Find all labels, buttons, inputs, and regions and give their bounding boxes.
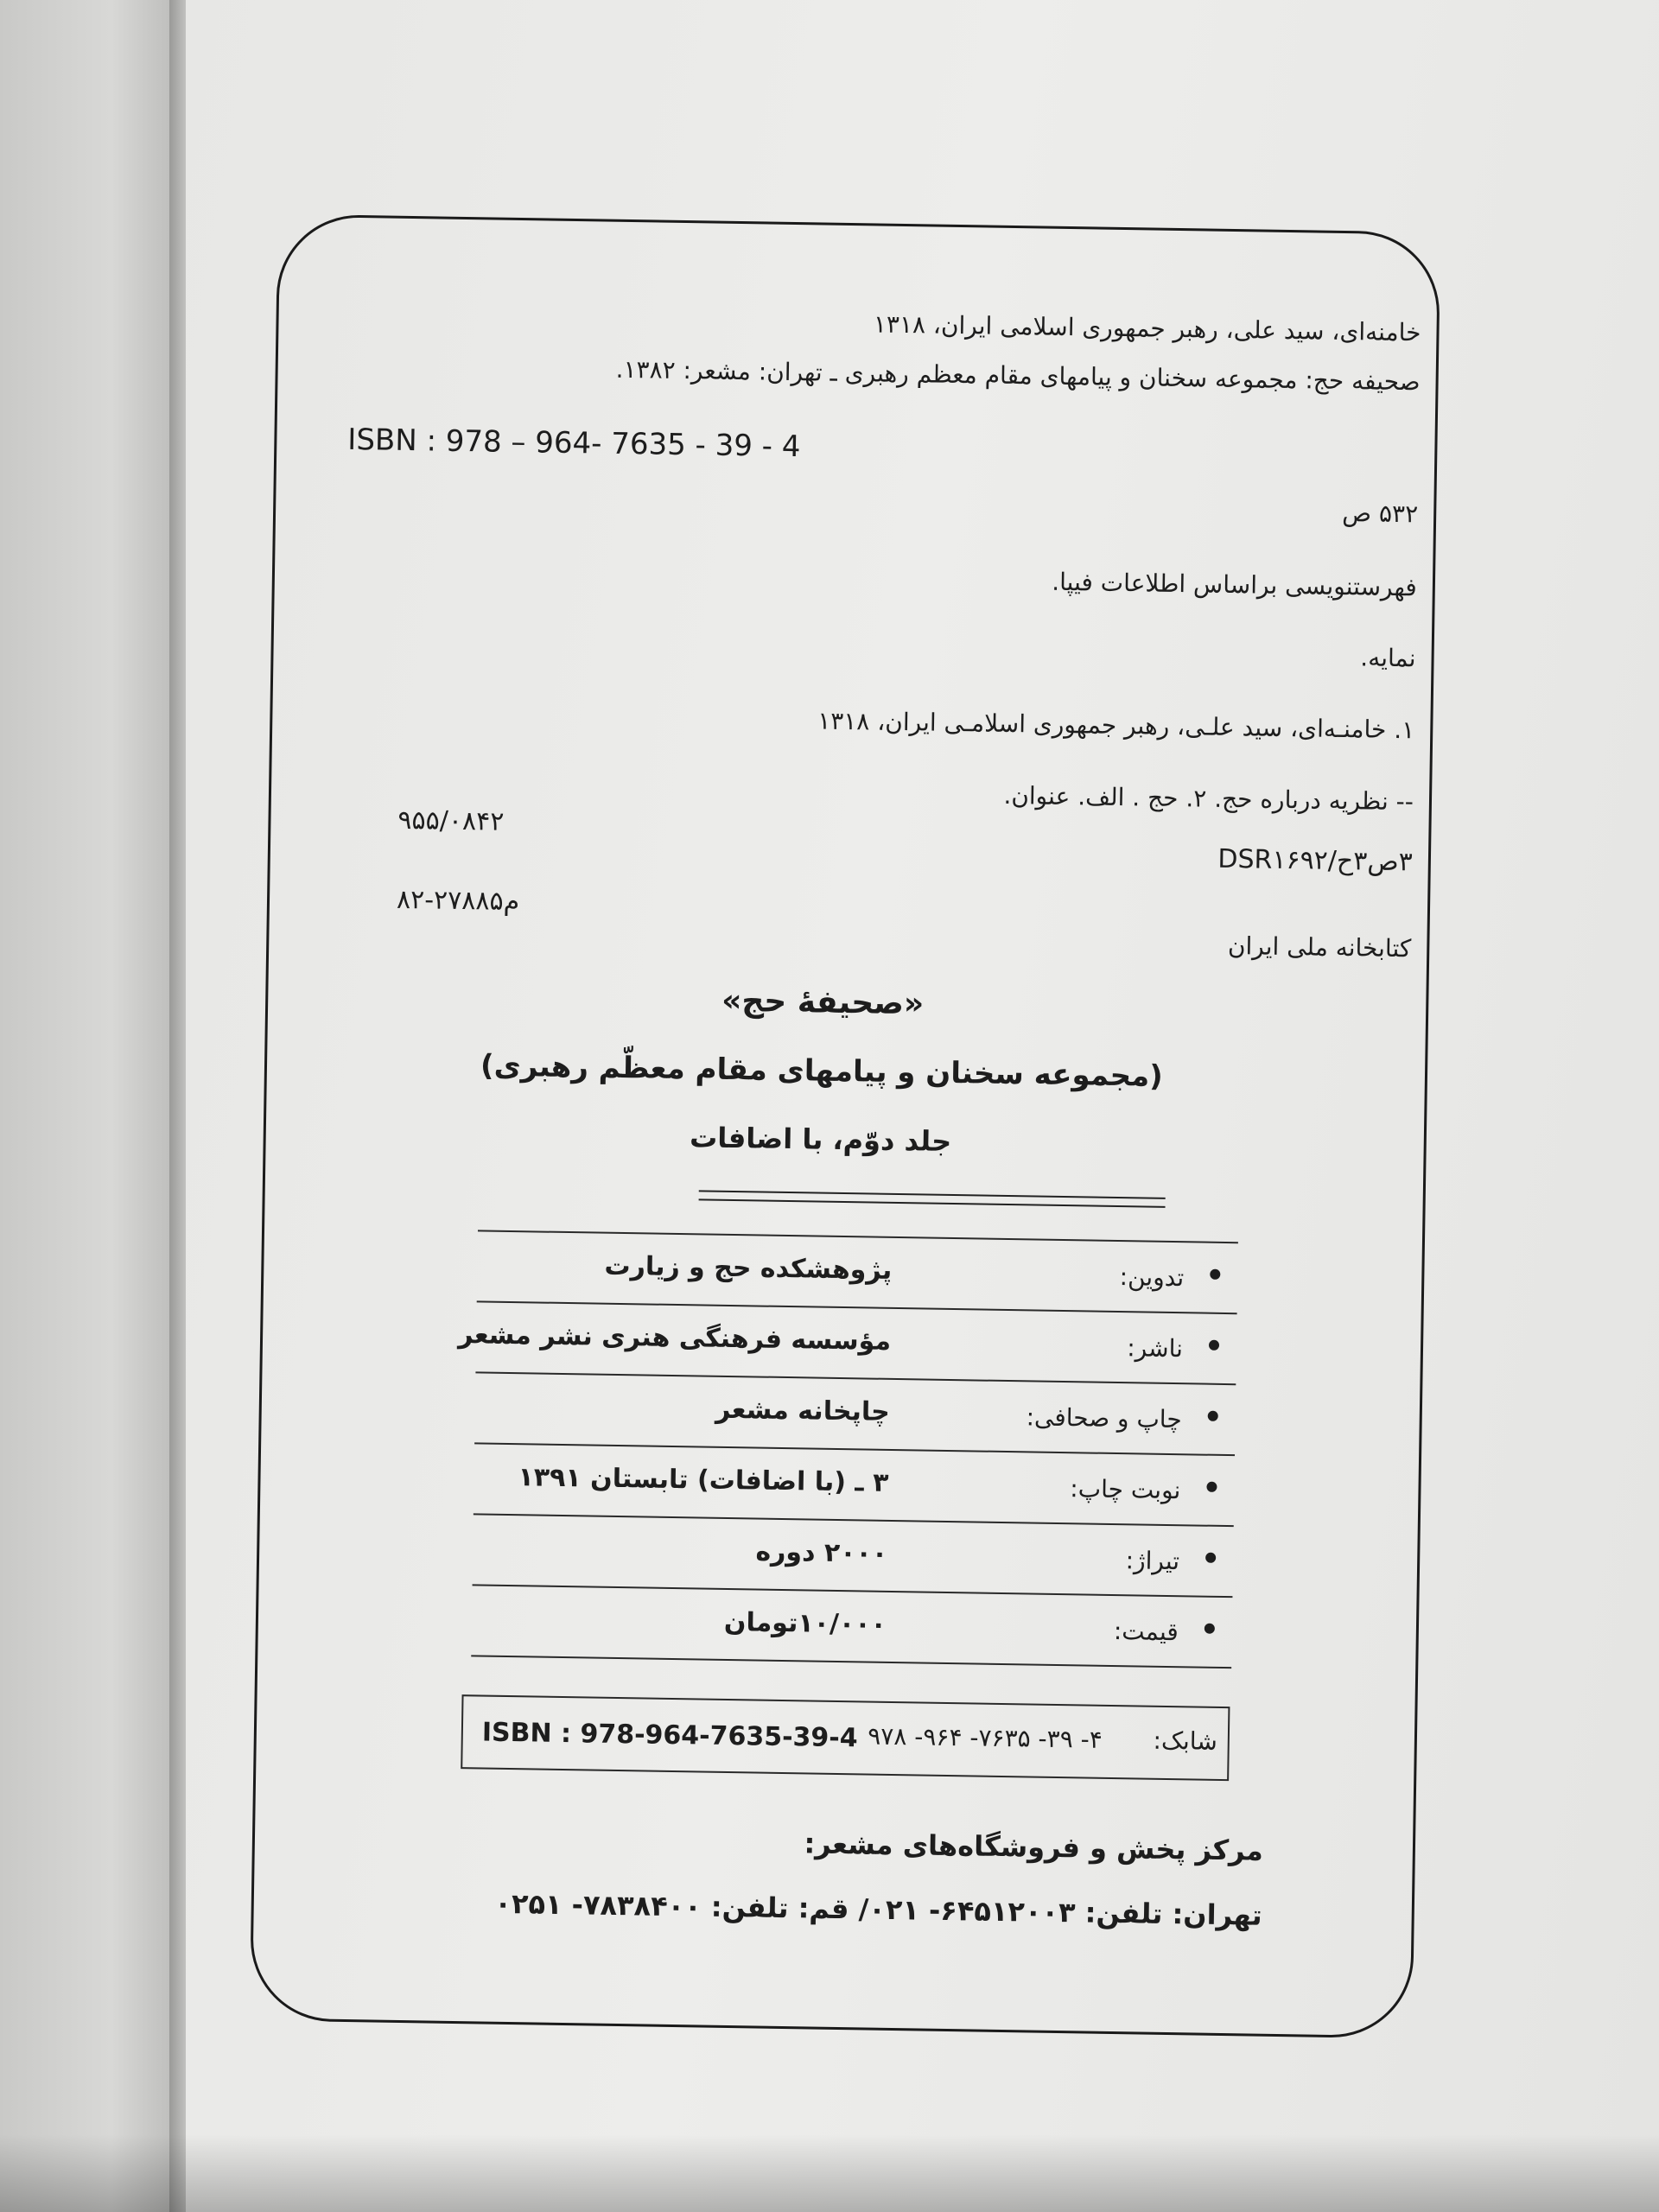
cip-subject-2: -- نظریه درباره حج. ۲. حج . الف. عنوان. (1003, 780, 1414, 817)
publication-details (457, 1230, 1238, 1669)
book-subtitle: (مجموعه سخنان و پیامهای مقام معظّم رهبری) (480, 1048, 1164, 1094)
bottom-shadow (0, 2134, 1659, 2212)
cip-dewey: ۹۵۵/۰۸۴۲ (397, 804, 505, 837)
cip-isbn: ISBN : 978 – 964- 7635 - 39 - 4 (347, 422, 801, 465)
detail-row-price (471, 1586, 1232, 1669)
bullet-icon (1205, 1553, 1216, 1563)
detail-row-compiler (477, 1230, 1238, 1314)
detail-label: نوبت چاپ: (1070, 1474, 1181, 1505)
isbn-persian-number: ۴- ۳۹- ۷۶۳۵- ۹۶۴- ۹۷۸ (868, 1721, 1103, 1754)
cip-lc-class: ۳ص۳ح/DSR۱۶۹۲ (1217, 843, 1414, 878)
distribution-heading: مرکز پخش و فروشگاه‌های مشعر: (804, 1827, 1264, 1867)
detail-row-edition (474, 1444, 1235, 1527)
isbn-latin-number: ISBN : 978-964-7635-39-4 (481, 1717, 858, 1754)
book-volume: جلد دوّم، با اضافات (689, 1121, 952, 1158)
detail-label: تیراژ: (1125, 1546, 1180, 1576)
detail-value: ۳ ـ (با اضافات) تابستان ۱۳۹۱ (518, 1462, 889, 1498)
isbn-box (461, 1694, 1230, 1781)
cip-author: خامنه‌ای، سید علی، رهبر جمهوری اسلامی ایران، ۱۳۱۸ (873, 309, 1421, 347)
bullet-icon (1209, 1340, 1219, 1351)
distribution-phones: تهران: تلفن: ۶۴۵۱۲۰۰۳- ۰۲۱/ قم: تلفن: ۷۸۳۸۴۰۰- ۰۲۵۱ (494, 1886, 1262, 1932)
detail-value: ۱۰/۰۰۰تومان (723, 1606, 887, 1640)
cip-fipa: فهرستنویسی براساس اطلاعات فیپا. (1051, 567, 1418, 602)
cip-pages: ۵۳۲ ص (1342, 498, 1419, 529)
bullet-icon (1205, 1624, 1215, 1634)
bullet-icon (1210, 1269, 1220, 1280)
detail-row-printing (474, 1373, 1236, 1456)
bullet-icon (1208, 1411, 1218, 1421)
double-rule-divider (699, 1190, 1166, 1207)
detail-label: ناشر: (1127, 1333, 1184, 1363)
detail-row-publisher (457, 1302, 1236, 1385)
detail-row-circulation (473, 1515, 1234, 1598)
detail-value: ۲۰۰۰ دوره (755, 1536, 888, 1569)
cip-index: نمایه. (1360, 643, 1416, 673)
book-title: «صحیفۀ حج» (721, 982, 925, 1022)
detail-label: قیمت: (1113, 1617, 1179, 1647)
copyright-page-content (245, 216, 1440, 2031)
detail-label: چاپ و صحافی: (1026, 1402, 1182, 1434)
cip-title-line: صحیفه حج: مجموعه سخنان و پیامهای مقام معظم رهبری ـ تهران: مشعر: ۱۳۸۲. (615, 354, 1421, 397)
cip-subject-1: ۱. خامنـه‌ای، سید علـی، رهبر جمهوری اسلامـی ایران، ۱۳۱۸ (817, 706, 1415, 745)
detail-value: مؤسسه فرهنگی هنری نشر مشعر (457, 1319, 892, 1357)
detail-value: پژوهشکده حج و زیارت (604, 1250, 893, 1286)
cip-library: کتابخانه ملی ایران (1227, 931, 1412, 963)
isbn-label: شابک: (1153, 1726, 1218, 1756)
detail-value: چاپخانه مشعر (715, 1394, 891, 1427)
bullet-icon (1206, 1482, 1217, 1492)
detail-label: تدوین: (1119, 1262, 1185, 1293)
left-page (0, 0, 186, 2212)
cip-national-no: ۸۲-۲۷۸۸۵م (396, 884, 520, 918)
